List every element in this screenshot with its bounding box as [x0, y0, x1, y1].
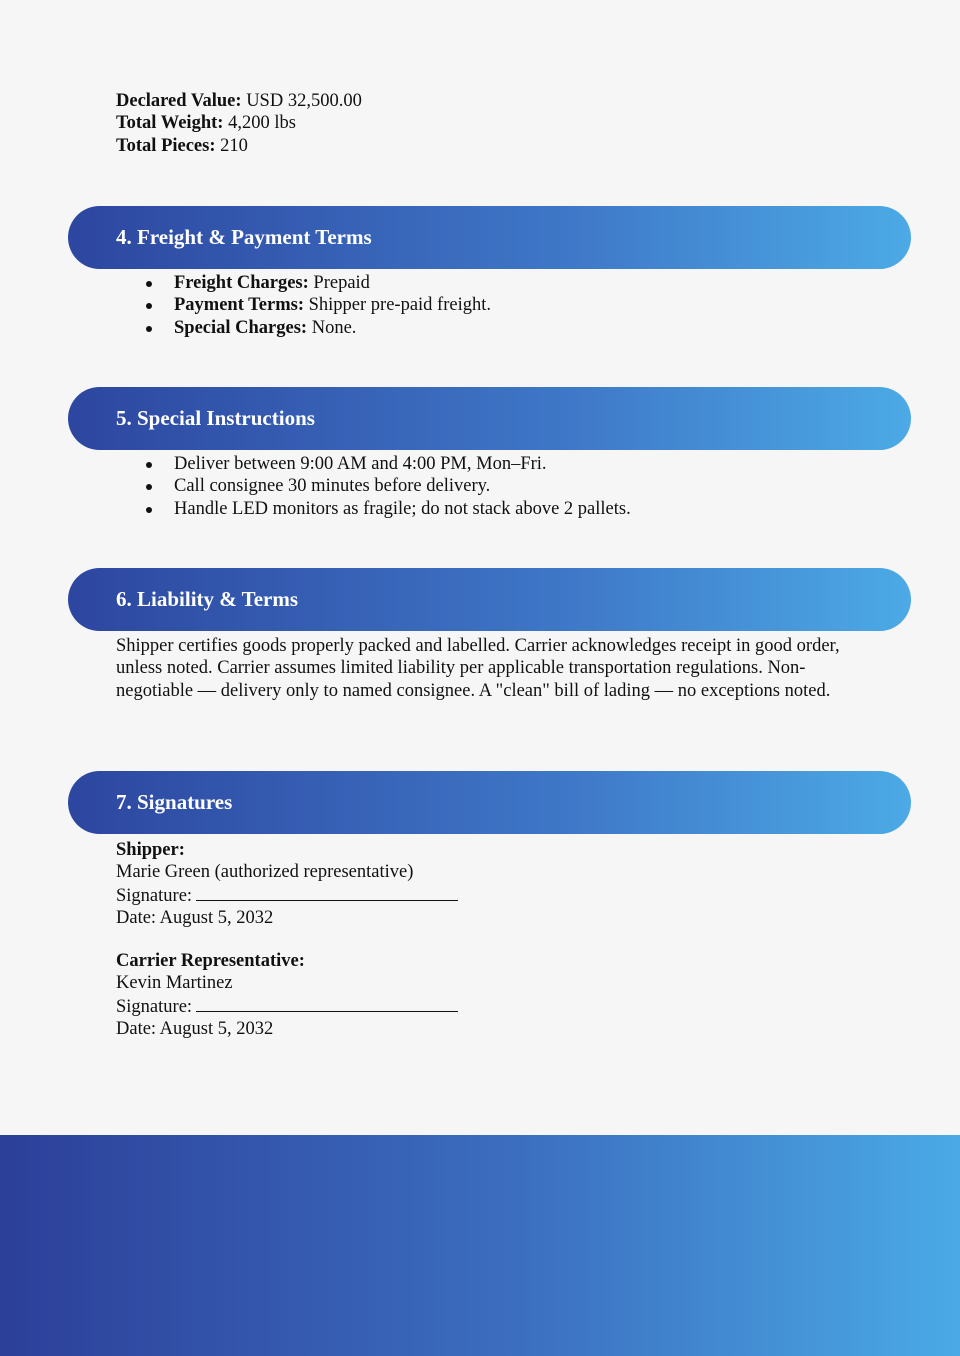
footer-gradient-band	[0, 1135, 960, 1356]
bullet-icon	[146, 507, 152, 513]
freight-section-header	[68, 206, 911, 269]
carrier-signature-line[interactable]	[196, 995, 458, 1012]
bullet-icon	[146, 326, 152, 332]
shipper-signature-label: Signature:	[116, 885, 193, 906]
total-pieces: 210	[220, 135, 248, 156]
liability-terms-text: Shipper certifies goods properly packed and labelled. Carrier acknowledges receipt in good order, unless noted. Carrier assumes limited liability per applicable transportation regulations. Non-negotiable — delivery only to named consignee. A "clean" bill of lading — no exceptions noted.	[116, 636, 840, 701]
total-weight-label: Total Weight:	[116, 113, 224, 134]
signatures-section-title: 7. Signatures	[116, 790, 233, 814]
shipper-signature-row	[116, 884, 458, 907]
instruction-text: Handle LED monitors as fragile; do not stack above 2 pallets.	[174, 498, 631, 519]
signatures-section-header	[68, 771, 911, 834]
bullet-icon	[146, 462, 152, 468]
shipper-heading: Shipper:	[116, 840, 185, 860]
instruction-text: Deliver between 9:00 AM and 4:00 PM, Mon–Fri.	[174, 454, 547, 474]
carrier-name: Kevin Martinez	[116, 973, 233, 994]
liability-section-title: 6. Liability & Terms	[116, 587, 299, 611]
carrier-signature-label: Signature:	[116, 996, 193, 1017]
special-charges-label: Special Charges:	[174, 317, 308, 338]
carrier-signature-block	[116, 950, 458, 1040]
instructions-section-header	[68, 387, 911, 450]
bullet-icon	[146, 303, 152, 309]
shipment-summary	[116, 90, 362, 157]
bullet-icon	[146, 484, 152, 490]
special-instructions-list	[140, 453, 631, 520]
list-item	[140, 498, 631, 520]
total-weight-row	[116, 112, 362, 134]
declared-value-label: Declared Value:	[116, 91, 242, 111]
declared-value: USD 32,500.00	[246, 91, 362, 111]
list-item	[140, 272, 491, 294]
list-item	[140, 294, 491, 316]
instructions-section-title: 5. Special Instructions	[116, 406, 315, 430]
carrier-date: Date: August 5, 2032	[116, 1018, 274, 1039]
payment-terms-label: Payment Terms:	[174, 295, 304, 316]
special-charges-value: None.	[311, 317, 357, 338]
total-weight: 4,200 lbs	[228, 113, 296, 134]
shipper-signature-block	[116, 839, 458, 929]
list-item	[140, 453, 631, 475]
total-pieces-label: Total Pieces:	[116, 135, 216, 156]
payment-terms-value: Shipper pre-paid freight.	[308, 295, 491, 316]
liability-section-header	[68, 568, 911, 631]
list-item	[140, 317, 491, 339]
carrier-heading: Carrier Representative:	[116, 951, 305, 971]
freight-charges-label: Freight Charges:	[174, 273, 309, 293]
shipper-signature-line[interactable]	[196, 884, 458, 901]
instruction-text: Call consignee 30 minutes before delivery.	[174, 476, 491, 497]
declared-value-row	[116, 90, 362, 112]
total-pieces-row	[116, 135, 362, 157]
shipper-date: Date: August 5, 2032	[116, 907, 274, 928]
freight-section-title: 4. Freight & Payment Terms	[116, 225, 372, 249]
carrier-signature-row	[116, 995, 458, 1018]
shipper-name: Marie Green (authorized representative)	[116, 862, 414, 883]
list-item	[140, 475, 631, 497]
bullet-icon	[146, 281, 152, 287]
freight-terms-list	[140, 272, 491, 339]
freight-charges-value: Prepaid	[313, 273, 370, 293]
